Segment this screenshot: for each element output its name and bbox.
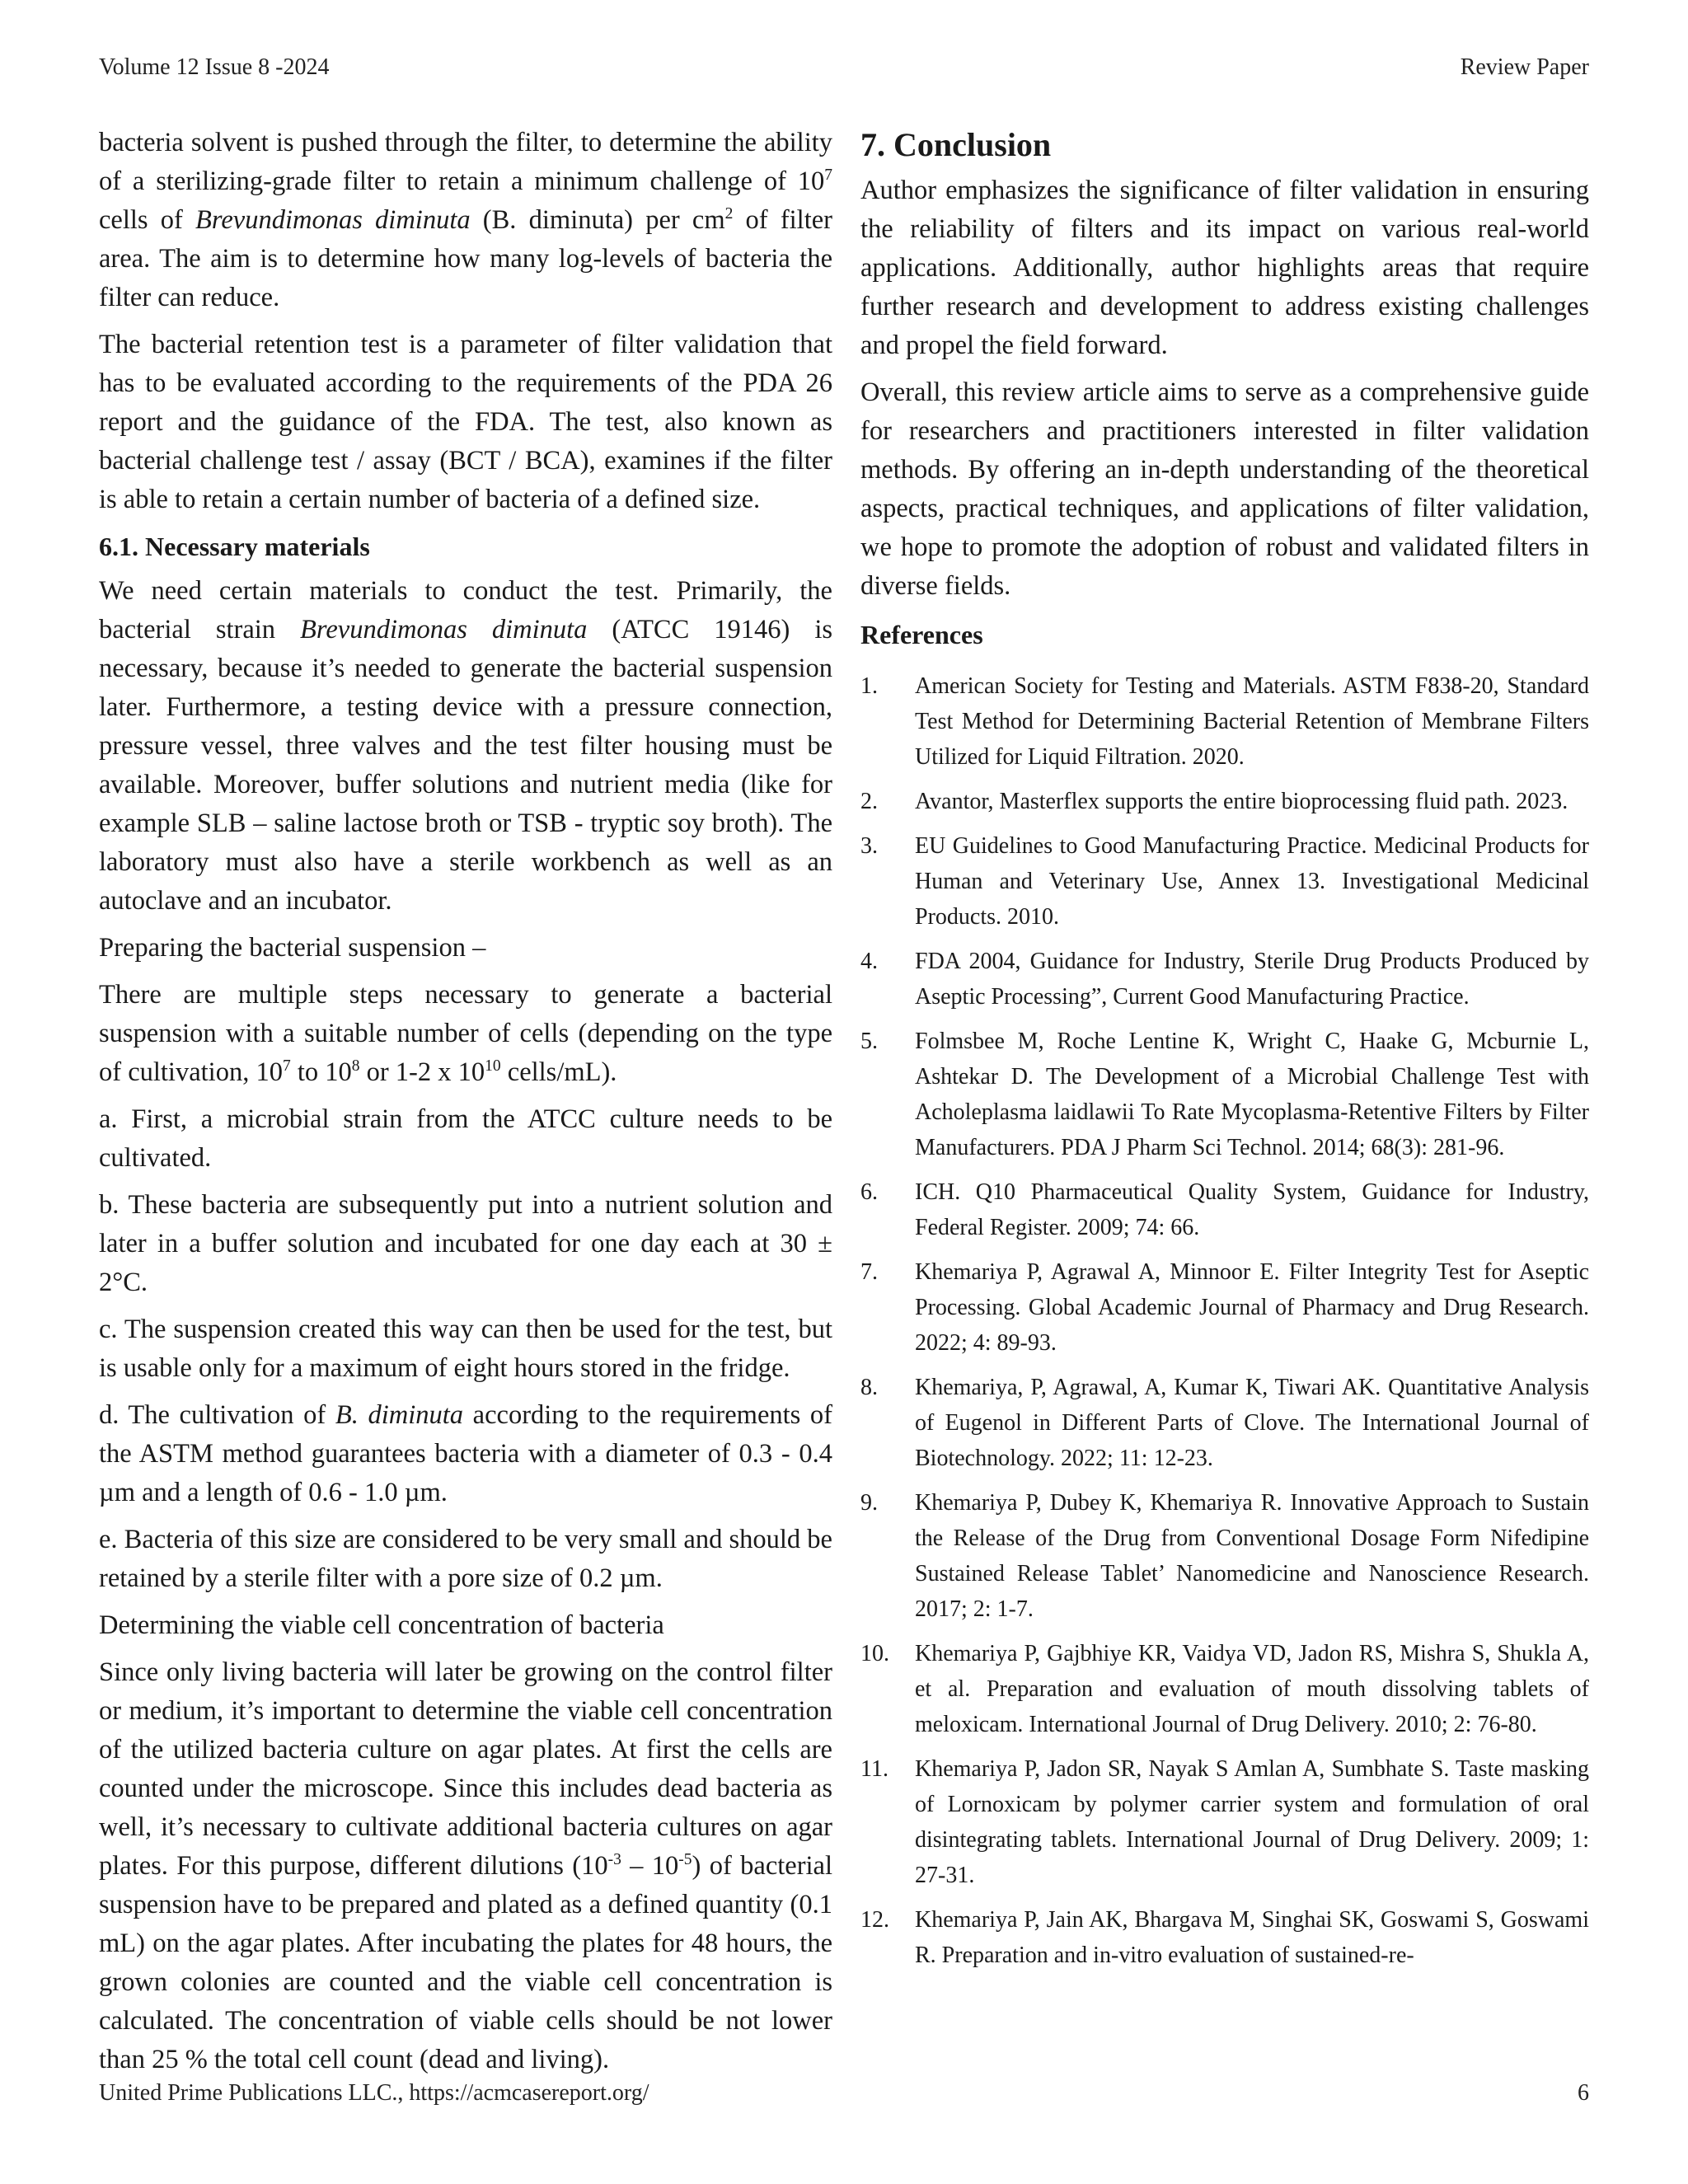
section-heading-materials: 6.1. Necessary materials: [99, 532, 370, 561]
paragraph-conclusion-2: Overall, this review article aims to serve as a comprehensive guide for researchers and practitioners interested in filter validation methods. By offering an in-depth understanding of the theoretical aspects, practical techniques, and applications of filter validation, we hope to promote the adoption of robust and validated filters in diverse fields.: [860, 377, 1589, 601]
subheading-suspension: Preparing the bacterial suspension –: [99, 933, 486, 963]
reference-item: 7. Khemariya P, Agrawal A, Minnoor E. Filter Integrity Test for Aseptic Processing. Global Academic Journal of Pharmacy and Drug Research. 2022; 4: 89-93.: [860, 1259, 1589, 1356]
left-column: [99, 124, 832, 2088]
reference-item: 2. Avantor, Masterflex supports the entire bioprocessing fluid path. 2023.: [860, 789, 1568, 814]
step-a: a. First, a microbial strain from the ATCC culture needs to be cultivated.: [99, 1104, 832, 1173]
section-heading-conclusion: 7. Conclusion: [860, 126, 1052, 163]
journal-volume: Volume 12 Issue 8 -2024: [99, 54, 330, 80]
subheading-viable-cells: Determining the viable cell concentration of bacteria: [99, 1610, 664, 1640]
paragraph-conclusion-1: Author emphasizes the significance of filter validation in ensuring the reliability of filters and its impact on various real-world applications. Additionally, author highlights areas that require further research and development to address existing challenges and propel the field forward.: [860, 176, 1589, 360]
reference-item: 1. American Society for Testing and Materials. ASTM F838-20, Standard Test Method for Determining Bacterial Retention of Membrane Filters Utilized for Liquid Filtration. 2020.: [860, 673, 1589, 770]
paragraph-viable-cells: Since only living bacteria will later be growing on the control filter or medium, it’s important to determine the viable cell concentration of the utilized bacteria culture on agar plates. At first the cells are counted under the microscope. Since this includes dead bacteria as well, it’s necessary to cultivate additional bacteria cultures on agar plates. For this purpose, different dilutions $(10^{-3} - 10^{-5})$ of bacterial suspension have to be prepared and plated as a defined quantity (0.1 mL) on the agar plates. After incubating the plates for 48 hours, the grown colonies are counted and the viable cell concentration is calculated. The concentration of viable cells should be not lower than 25 % the total cell count (dead and living).: [99, 1657, 833, 2074]
reference-item: 8. Khemariya, P, Agrawal, A, Kumar K, Tiwari AK. Quantitative Analysis of Eugenol in Different Parts of Clove. The International Journal of Biotechnology. 2022; 11: 12-23.: [860, 1375, 1589, 1471]
reference-item: 4. FDA 2004, Guidance for Industry, Sterile Drug Products Produced by Aseptic Processing”, Current Good Manufacturing Practice.: [860, 949, 1589, 1010]
references-heading: References: [860, 620, 983, 649]
step-c: c. The suspension created this way can then be used for the test, but is usable only for a maximum of eight hours stored in the fridge.: [99, 1315, 832, 1383]
step-b: b. These bacteria are subsequently put into a nutrient solution and later in a buffer solution and incubated for one day each at 30 ± 2°C.: [99, 1190, 832, 1297]
right-column: [860, 124, 1589, 1982]
reference-item: 9. Khemariya P, Dubey K, Khemariya R. Innovative Approach to Sustain the Release of the Drug from Conventional Dosage Form Nifedipine Sustained Release Tablet’ Nanomedicine and Nanoscience Research. 2017; 2: 1-7.: [860, 1490, 1589, 1622]
reference-item: 10. Khemariya P, Gajbhiye KR, Vaidya VD, Jadon RS, Mishra S, Shukla A, et al. Preparation and evaluation of mouth dissolving tablets of meloxicam. International Journal of Drug Delivery. 2010; 2: 76-80.: [860, 1641, 1589, 1737]
paragraph-materials: We need certain materials to conduct the test. Primarily, the bacterial strain Brevundimonas diminuta (ATCC 19146) is necessary, because it’s needed to generate the bacterial suspension later. Furthermore, a testing device with a pressure connection, pressure vessel, three valves and the test filter housing must be available. Moreover, buffer solutions and nutrient media (like for example SLB – saline lactose broth or TSB - tryptic soy broth). The laboratory must also have a sterile workbench as well as an autoclave and an incubator.: [99, 576, 832, 916]
paragraph-suspension-steps: There are multiple steps necessary to generate a bacterial suspension with a suitable number of cells (depending on the type of cultivation, $10^7$ to $10^8$ or 1-2 x $10^{10}$ cells/mL).: [99, 980, 832, 1087]
step-d: d. The cultivation of B. diminuta according to the requirements of the ASTM method guarantees bacteria with a diameter of 0.3 - 0.4 µm and a length of 0.6 - 1.0 µm.: [99, 1400, 832, 1507]
paragraph-retention-test: The bacterial retention test is a parameter of filter validation that has to be evaluated according to the requirements of the PDA 26 report and the guidance of the FDA. The test, also known as bacterial challenge test / assay (BCT / BCA), examines if the filter is able to retain a certain number of bacteria of a defined size.: [99, 330, 832, 514]
paragraph-filter-challenge: bacteria solvent is pushed through the filter, to determine the ability of a sterilizing-grade filter to retain a minimum challenge of $10^7$ cells of Brevundimonas diminuta (B. diminuta) per $cm^2$ of filter area. The aim is to determine how many log-levels of bacteria the filter can reduce.: [99, 128, 832, 312]
page-number: 6: [1578, 2080, 1589, 2106]
page-footer: [99, 2080, 1589, 2107]
article-type: Review Paper: [1460, 54, 1589, 80]
reference-item: 6. ICH. Q10 Pharmaceutical Quality System, Guidance for Industry, Federal Register. 2009; 74: 66.: [860, 1179, 1589, 1240]
page-header: [99, 54, 1589, 81]
reference-item: 5. Folmsbee M, Roche Lentine K, Wright C, Haake G, Mcburnie L, Ashtekar D. The Development of a Microbial Challenge Test with Acholeplasma laidlawii To Rate Mycoplasma-Retentive Filters by Filter Manufacturers. PDA J Pharm Sci Technol. 2014; 68(3): 281-96.: [860, 1029, 1589, 1160]
reference-item: 12. Khemariya P, Jain AK, Bhargava M, Singhai SK, Goswami S, Goswami R. Preparation and in-vitro evaluation of sustained-re-: [860, 1907, 1589, 1968]
step-e: e. Bacteria of this size are considered to be very small and should be retained by a sterile filter with a pore size of 0.2 µm.: [99, 1525, 832, 1593]
references-list: [860, 668, 1589, 1973]
reference-item: 11. Khemariya P, Jadon SR, Nayak S Amlan A, Sumbhate S. Taste masking of Lornoxicam by polymer carrier system and formulation of oral disintegrating tablets. International Journal of Drug Delivery. 2009; 1: 27-31.: [860, 1756, 1589, 1888]
reference-item: 3. EU Guidelines to Good Manufacturing Practice. Medicinal Products for Human and Veterinary Use, Annex 13. Investigational Medicinal Products. 2010.: [860, 833, 1589, 930]
publisher-link[interactable]: United Prime Publications LLC., https://acmcasereport.org/: [99, 2080, 649, 2106]
